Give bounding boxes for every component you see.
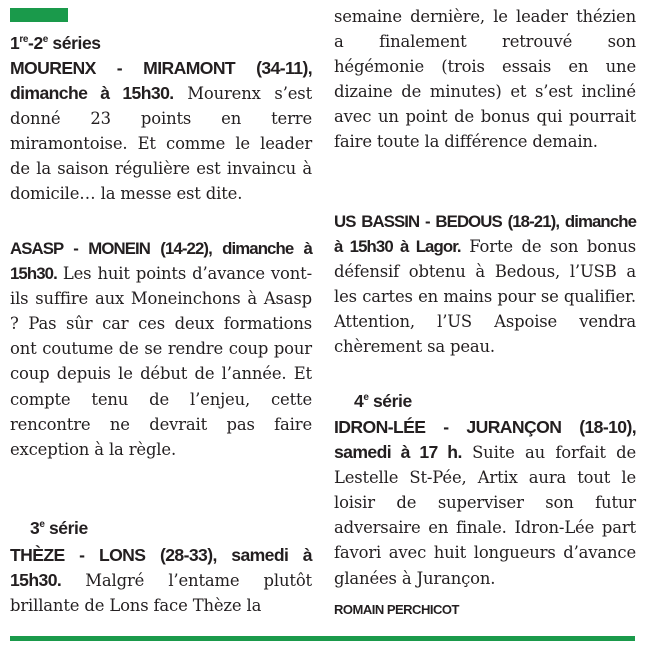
match-paragraph-mourenx-miramont bbox=[10, 56, 312, 207]
match-paragraph-asasp-monein bbox=[10, 236, 312, 462]
match-paragraph-theze-lons-continued bbox=[334, 4, 636, 155]
match-heading: MOURENX - MIRAMONT (34-11), dimanche à 15h30. bbox=[10, 58, 312, 104]
match-paragraph-bassin-bedous bbox=[334, 209, 636, 360]
series-heading-4: 4e série bbox=[354, 391, 412, 411]
match-heading: US BASSIN - BEDOUS (18-21), dimanche à 15h30 à Lagor. bbox=[334, 212, 636, 257]
match-heading: ASASP - MONEIN (14-22), dimanche à 15h30. bbox=[10, 239, 312, 284]
match-body: Forte de son bonus défensif obtenu à Bedous, l’USB a les cartes en mains pour se qualifier. Attention, l’US Aspoise vendra chèrement sa peau. bbox=[334, 237, 637, 357]
section-tab-marker bbox=[10, 8, 68, 22]
match-body: Malgré l’entame plutôt brillante de Lons face Thèze la bbox=[10, 571, 312, 616]
match-body: semaine dernière, le leader thézien a finalement retrouvé son hégémonie (trois essais en une dizaine de minutes) et s’est incliné avec un point de bonus qui pourrait faire toute la différence demain. bbox=[334, 7, 636, 152]
match-body: Suite au forfait de Lestelle St-Pée, Artix aura tout le loisir de superviser son futur adversaire en finale. Idron-Lée part favori avec huit longueurs d’avance glanées à Jurançon. bbox=[334, 443, 636, 588]
match-heading: IDRON-LÉE - JURANÇON (18-10), samedi à 17 h. bbox=[334, 417, 636, 463]
series-heading-3: 3e série bbox=[30, 518, 88, 538]
match-body: Les huit points d’avance vont-ils suffire aux Moneinchons à Asasp ? Pas sûr car ces deux formations ont coutume de se rendre coup pour coup depuis le début de l’année. Et compte tenu de l’enjeu, cette rencontre ne devrait pas faire exception à la règle. bbox=[10, 264, 312, 459]
author-byline: ROMAIN PERCHICOT bbox=[334, 602, 459, 617]
match-paragraph-theze-lons bbox=[10, 543, 312, 618]
match-body: Mourenx s’est donné 23 points en terre miramontoise. Et comme le leader de la saison régulière est invaincu à domicile… la messe est dite. bbox=[10, 84, 313, 204]
match-paragraph-idron-jurancon bbox=[334, 415, 636, 591]
series-heading-1-2: 1re-2e séries bbox=[10, 33, 101, 53]
match-heading: THÈZE - LONS (28-33), samedi à 15h30. bbox=[10, 545, 312, 591]
bottom-divider bbox=[10, 636, 635, 641]
